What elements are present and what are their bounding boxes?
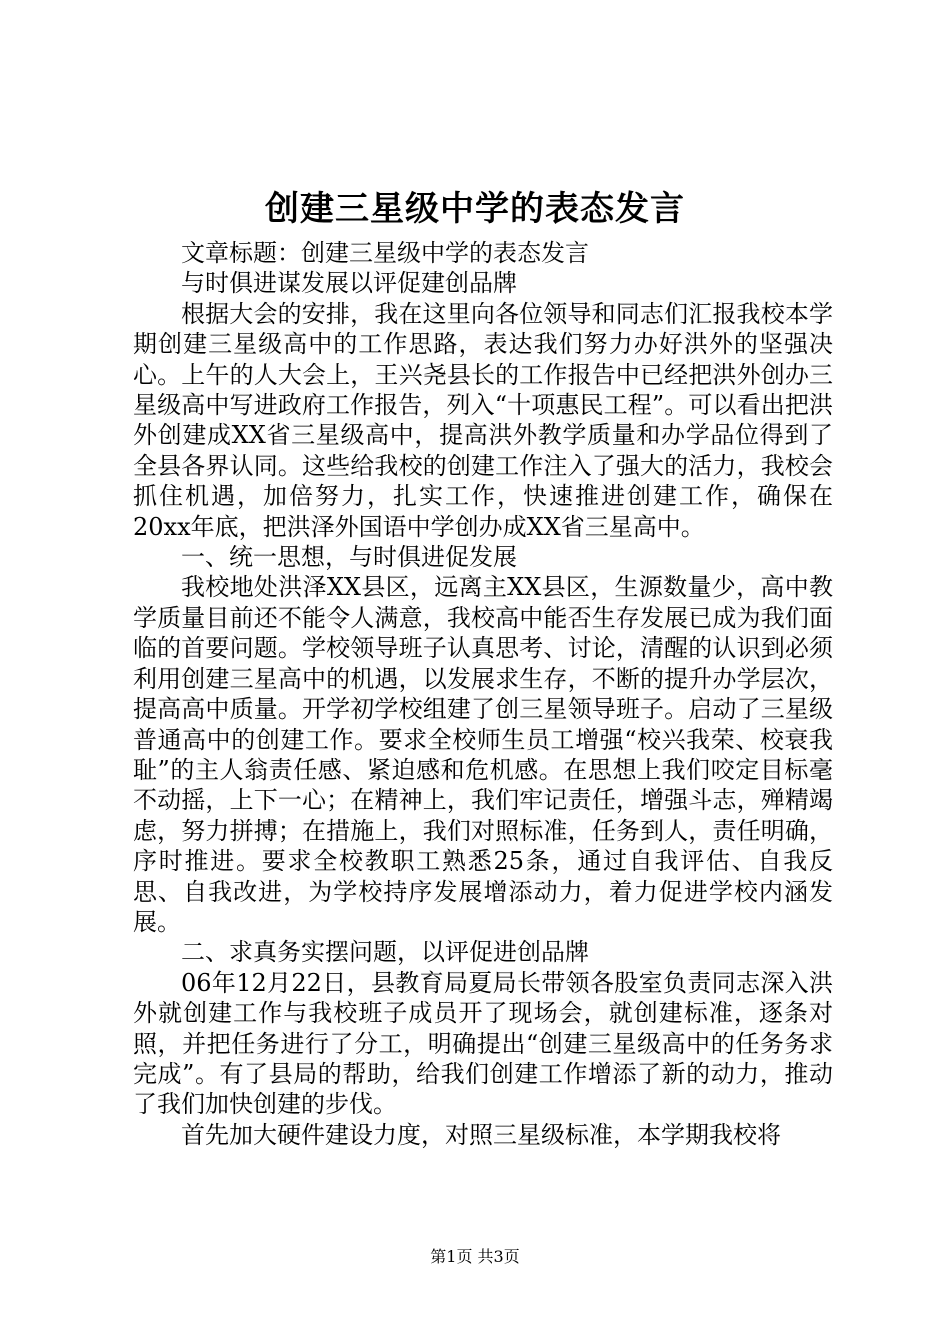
paragraph-article-title: 文章标题：创建三星级中学的表态发言 [181,239,589,267]
paragraph-hardware: 首先加大硬件建设力度，对照三星级标准，本学期我校将 [181,1120,781,1149]
paragraph-intro: 根据大会的安排，我在这里向各位领导和同志们汇报我校本学期创建三星级高中的工作思路，表达我们努力办好洪外的坚强决心。上午的人大会上，王兴尧县长的工作报告中已经把洪外创办三星级高中写进政府工作报告，列入“十项惠民工程”。可以看出把洪外创建成XX省三星级高中，提高洪外教学质量和办学品位得到了全县各界认同。这些给我校的创建工作注入了强大的活力，我校会抓住机遇，加倍努力，扎实工作，快速推进创建工作，确保在20xx年底，把洪泽外国语中学创办成XX省三星高中。 [133,299,833,541]
section-heading-1: 一、统一思想，与时俱进促发展 [181,543,517,572]
section-heading-2: 二、求真务实摆问题，以评促进创品牌 [181,938,589,967]
document-title: 创建三星级中学的表态发言 [265,189,685,229]
paragraph-section-1: 我校地处洪泽XX县区，远离主XX县区，生源数量少，高中教学质量目前还不能令人满意，我校高中能否生存发展已成为我们面临的首要问题。学校领导班子认真思考、讨论，清醒的认识到必须利用创建三星高中的机遇，以发展求生存，不断的提升办学层次，提高高中质量。开学初学校组建了创三星领导班子。启动了三星级普通高中的创建工作。要求全校师生员工增强“校兴我荣、校衰我耻”的主人翁责任感、紧迫感和危机感。在思想上我们咬定目标毫不动摇，上下一心；在精神上，我们牢记责任，增强斗志，殚精竭虑，努力拼搏；在措施上，我们对照标准，任务到人，责任明确，序时推进。要求全校教职工熟悉25条，通过自我评估、自我反思、自我改进，为学校持序发展增添动力，着力促进学校内涵发展。 [133,573,833,936]
document-body [133,238,833,1150]
paragraph-subtitle: 与时俱进谋发展以评促建创品牌 [181,269,517,298]
page-footer: 第1页 共3页 [430,1247,520,1266]
paragraph-section-2: 06年12月22日，县教育局夏局长带领各股室负责同志深入洪外就创建工作与我校班子成员开了现场会，就创建标准，逐条对照，并把任务进行了分工，明确提出“创建三星级高中的任务务求完成”。有了县局的帮助，给我们创建工作增添了新的动力，推动了我们加快创建的步伐。 [133,968,833,1119]
